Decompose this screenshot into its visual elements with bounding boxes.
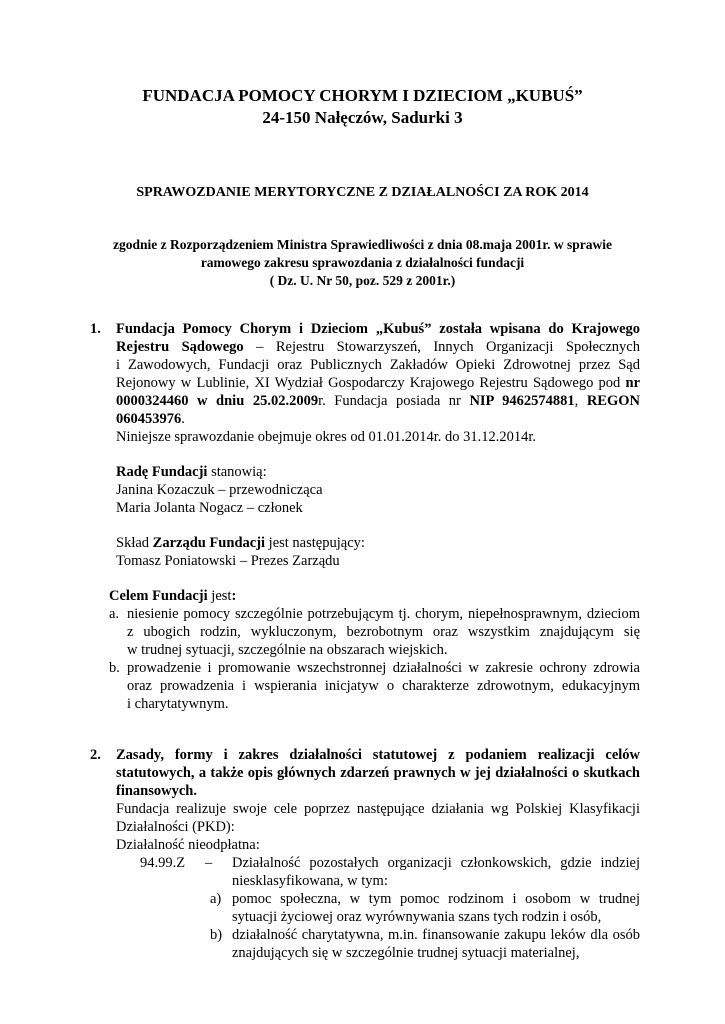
- item-a-line-1: pomoc społeczna, w tym pomoc rodzinom i osobom w trudnej: [232, 891, 640, 907]
- regon-number: 060453976: [116, 411, 182, 427]
- nip-number: NIP 9462574881: [469, 393, 575, 409]
- pkd-code: 94.99.Z: [140, 855, 186, 871]
- section-1-line-1: Fundacja Pomocy Chorym i Dzieciom „Kubuś” została wpisana do Krajowego: [116, 321, 640, 337]
- section-1-line-3: i Zawodowych, Fundacji oraz Publicznych Zakładów Opieki Zdrowotnej przez Sąd: [116, 357, 640, 373]
- section-2-heading-3: finansowych.: [116, 783, 197, 799]
- legal-basis-line-2: ramowego zakresu sprawozdania z działalności fundacji: [200, 255, 525, 270]
- goal-a-label: a.: [109, 606, 120, 622]
- section-1-line-2: Rejestru Sądowego – Rejestru Stowarzyszeń, Innych Organizacji Społecznych: [116, 339, 640, 355]
- goal-a-line-3: w trudnej sytuacji, szczególnie na obszarach wiejskich.: [127, 642, 448, 658]
- registry-name: Rejestru Sądowego: [116, 339, 244, 355]
- krs-number: 0000324460 w dniu 25.02.2009: [116, 393, 319, 409]
- board-member-1: Tomasz Poniatowski – Prezes Zarządu: [116, 553, 340, 569]
- report-period: Niniejsze sprawozdanie obejmuje okres od 01.01.2014r. do 31.12.2014r.: [116, 429, 537, 445]
- pkd-description-line-1: Działalność pozostałych organizacji członkowskich, gdzie indziej: [232, 855, 640, 871]
- section-1-line-4: Rejonowy w Lublinie, XI Wydział Gospodarczy Krajowego Rejestru Sądowego pod nr: [116, 375, 640, 391]
- section-2-para-2: Działalności (PKD):: [116, 819, 235, 835]
- goal-b-line-3: i charytatywnym.: [127, 696, 229, 712]
- item-b-label: b): [210, 927, 223, 943]
- legal-basis-line-3: ( Dz. U. Nr 50, poz. 529 z 2001r.): [269, 273, 456, 288]
- section-2-heading-2: statutowych, a także opis głównych zdarzeń prawnych w jej działalności o skutkach: [116, 765, 640, 781]
- goal-heading: Celem Fundacji jest:: [109, 588, 237, 604]
- pkd-description-line-2: niesklasyfikowana, w tym:: [232, 873, 388, 889]
- section-2-para-3: Działalność nieodpłatna:: [116, 837, 260, 853]
- section-1-line-5: 0000324460 w dniu 25.02.2009r. Fundacja posiada nr NIP 9462574881, REGON: [116, 393, 640, 409]
- item-b-line-1: działalność charytatywna, m.in. finansowanie zakupu leków dla osób: [232, 927, 640, 943]
- council-heading: Radę Fundacji stanowią:: [116, 464, 267, 480]
- report-title: SPRAWOZDANIE MERYTORYCZNE Z DZIAŁALNOŚCI ZA ROK 2014: [136, 185, 589, 200]
- goal-b-line-1: prowadzenie i promowanie wszechstronnej działalności w zakresie ochrony zdrowia: [127, 660, 640, 676]
- goal-a-line-1: niesienie pomocy szczególnie potrzebującym tj. chorym, niepełnosprawnym, dzieciom: [127, 606, 640, 622]
- council-member-1: Janina Kozaczuk – przewodnicząca: [116, 482, 323, 498]
- legal-basis-line-1: zgodnie z Rozporządzeniem Ministra Sprawiedliwości z dnia 08.maja 2001r. w sprawie: [113, 237, 612, 252]
- goal-b-line-2: oraz prowadzenia i wspierania inicjatyw o charakterze zdrowotnym, edukacyjnym: [127, 678, 640, 694]
- pkd-dash: –: [205, 855, 213, 871]
- goal-b-label: b.: [109, 660, 120, 676]
- section-1-line-6: 060453976.: [116, 411, 185, 427]
- foundation-title: FUNDACJA POMOCY CHORYM I DZIECIOM „KUBUŚ”: [142, 86, 583, 105]
- item-a-line-2: sytuacji życiowej oraz wyrównywania szans tych rodzin i osób,: [232, 909, 602, 925]
- foundation-address: 24-150 Nałęczów, Sadurki 3: [262, 108, 463, 127]
- section-2-number: 2.: [90, 747, 101, 763]
- item-a-label: a): [210, 891, 222, 907]
- goal-a-line-2: z ubogich rodzin, wykluczonym, bezrobotnym oraz wszystkim znajdującym się: [127, 624, 640, 640]
- item-b-line-2: znajdujących się w szczególnie trudnej sytuacji materialnej,: [232, 945, 580, 961]
- section-2-heading-1: Zasady, formy i zakres działalności statutowej z podaniem realizacji celów: [116, 747, 640, 763]
- section-1-number: 1.: [90, 321, 101, 337]
- section-2-para-1: Fundacja realizuje swoje cele poprzez następujące działania wg Polskiej Klasyfikacji: [116, 801, 640, 817]
- council-member-2: Maria Jolanta Nogacz – członek: [116, 500, 303, 516]
- board-heading: Skład Zarządu Fundacji jest następujący:: [116, 535, 365, 551]
